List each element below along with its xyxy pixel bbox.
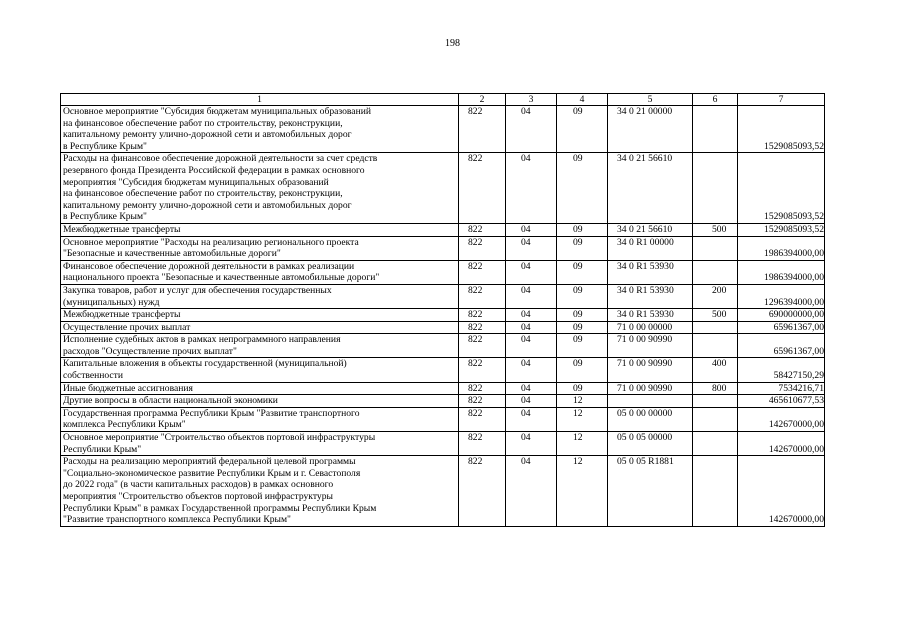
subsection-cell: 12: [557, 432, 608, 456]
table-body: [61, 94, 825, 527]
target-article-cell: 05 0 05 R1881: [608, 456, 693, 527]
section-cell: 04: [506, 106, 557, 153]
item-name-cell: [61, 106, 459, 153]
expense-type-cell: [693, 395, 738, 408]
grbs-cell: 822: [459, 432, 506, 456]
target-article-cell: 34 0 R1 53930: [608, 284, 693, 308]
subsection-cell: 09: [557, 358, 608, 382]
expense-type-cell: [693, 236, 738, 260]
amount-cell: 65961367,00: [738, 334, 825, 358]
subsection-cell: 09: [557, 382, 608, 395]
item-name-line: мероприятия "Субсидия бюджетам муниципальных образований: [63, 176, 329, 188]
section-cell: 04: [506, 395, 557, 408]
item-name-line: "Развитие транспортного комплекса Республики Крым": [63, 514, 291, 526]
amount-cell: 1529085093,52: [738, 153, 825, 224]
amount-cell: 1529085093,52: [738, 223, 825, 236]
table-row: [61, 153, 825, 224]
amount-cell: 142670000,00: [738, 456, 825, 527]
grbs-cell: 822: [459, 236, 506, 260]
expense-type-cell: [693, 153, 738, 224]
item-name-line: комплекса Республики Крым": [63, 419, 186, 431]
expense-type-cell: 500: [693, 223, 738, 236]
section-cell: 04: [506, 334, 557, 358]
item-name-line: в Республике Крым": [63, 140, 147, 152]
table-row: [61, 106, 825, 153]
section-cell: 04: [506, 284, 557, 308]
table-row: [61, 334, 825, 358]
item-name-line: Межбюджетные трансферты: [63, 309, 181, 321]
item-name-line: Иные бюджетные ассигнования: [63, 382, 193, 394]
target-article-cell: 71 0 00 90990: [608, 334, 693, 358]
item-name-cell: [61, 309, 459, 322]
grbs-cell: 822: [459, 382, 506, 395]
item-name-line: Осуществление прочих выплат: [63, 321, 191, 333]
item-name-line: Финансовое обеспечение дорожной деятельности в рамках реализации: [63, 260, 355, 272]
target-article-cell: 71 0 00 90990: [608, 358, 693, 382]
budget-table: [60, 93, 825, 527]
grbs-cell: 822: [459, 456, 506, 527]
table-row: [61, 382, 825, 395]
grbs-cell: 822: [459, 334, 506, 358]
expense-type-cell: [693, 407, 738, 431]
item-name-cell: [61, 260, 459, 284]
target-article-cell: 34 0 21 00000: [608, 106, 693, 153]
target-article-cell: 05 0 05 00000: [608, 432, 693, 456]
target-article-cell: 34 0 21 56610: [608, 153, 693, 224]
item-name-line: Исполнение судебных актов в рамках непрограммного направления: [63, 334, 341, 346]
section-cell: 04: [506, 407, 557, 431]
table-row: [61, 309, 825, 322]
section-cell: 04: [506, 260, 557, 284]
table-row: [61, 407, 825, 431]
table-row: [61, 395, 825, 408]
amount-cell: 1986394000,00: [738, 236, 825, 260]
table-row: [61, 236, 825, 260]
item-name-cell: [61, 321, 459, 334]
header-cell-6: 6: [693, 94, 738, 106]
section-cell: 04: [506, 358, 557, 382]
amount-cell: 142670000,00: [738, 407, 825, 431]
item-name-line: Республики Крым": [63, 443, 142, 455]
item-name-cell: [61, 407, 459, 431]
item-name-line: Основное мероприятие "Расходы на реализацию регионального проекта: [63, 236, 359, 248]
item-name-line: Расходы на реализацию мероприятий федеральной целевой программы: [63, 456, 356, 468]
item-name-line: Закупка товаров, работ и услуг для обеспечения государственных: [63, 284, 332, 296]
grbs-cell: 822: [459, 260, 506, 284]
item-name-line: "Безопасные и качественные автомобильные дороги": [63, 248, 281, 260]
item-name-line: в Республике Крым": [63, 211, 147, 223]
item-name-line: Капитальные вложения в объекты государственной (муниципальной): [63, 358, 347, 370]
table-header-row: [61, 94, 825, 106]
item-name-cell: [61, 284, 459, 308]
item-name-line: на финансовое обеспечение работ по строительству, реконструкции,: [63, 188, 343, 200]
expense-type-cell: [693, 106, 738, 153]
table-row: [61, 223, 825, 236]
target-article-cell: 34 0 R1 53930: [608, 260, 693, 284]
header-cell-7: 7: [738, 94, 825, 106]
subsection-cell: 09: [557, 260, 608, 284]
table-row: [61, 284, 825, 308]
grbs-cell: 822: [459, 153, 506, 224]
item-name-line: Расходы на финансовое обеспечение дорожной деятельности за счет средств: [63, 153, 378, 165]
item-name-cell: [61, 223, 459, 236]
section-cell: 04: [506, 456, 557, 527]
section-cell: 04: [506, 382, 557, 395]
header-cell-2: 2: [459, 94, 506, 106]
target-article-cell: 71 0 00 90990: [608, 382, 693, 395]
item-name-line: Республики Крым" в рамках Государственной программы Республики Крым: [63, 502, 377, 514]
amount-cell: 1296394000,00: [738, 284, 825, 308]
item-name-line: до 2022 года" (в части капитальных расходов) в рамках основного: [63, 479, 334, 491]
subsection-cell: 09: [557, 334, 608, 358]
header-cell-3: 3: [506, 94, 557, 106]
item-name-line: национального проекта "Безопасные и качественные автомобильные дороги": [63, 272, 380, 284]
item-name-line: (муниципальных) нужд: [63, 296, 160, 308]
item-name-line: собственности: [63, 370, 124, 382]
subsection-cell: 09: [557, 106, 608, 153]
amount-cell: 58427150,29: [738, 358, 825, 382]
subsection-cell: 09: [557, 309, 608, 322]
header-cell-5: 5: [608, 94, 693, 106]
item-name-line: "Социально-экономическое развитие Республики Крым и г. Севастополя: [63, 467, 361, 479]
header-cell-1: 1: [61, 94, 459, 106]
amount-cell: 465610677,53: [738, 395, 825, 408]
amount-cell: 7534216,71: [738, 382, 825, 395]
expense-type-cell: [693, 432, 738, 456]
section-cell: 04: [506, 432, 557, 456]
item-name-line: Государственная программа Республики Крым "Развитие транспортного: [63, 407, 360, 419]
header-cell-4: 4: [557, 94, 608, 106]
item-name-cell: [61, 236, 459, 260]
grbs-cell: 822: [459, 358, 506, 382]
target-article-cell: 34 0 21 56610: [608, 223, 693, 236]
expense-type-cell: 800: [693, 382, 738, 395]
amount-cell: 65961367,00: [738, 321, 825, 334]
expense-type-cell: [693, 334, 738, 358]
table-row: [61, 358, 825, 382]
target-article-cell: 34 0 R1 53930: [608, 309, 693, 322]
item-name-cell: [61, 456, 459, 527]
item-name-line: Межбюджетные трансферты: [63, 223, 181, 235]
grbs-cell: 822: [459, 223, 506, 236]
item-name-cell: [61, 153, 459, 224]
subsection-cell: 12: [557, 456, 608, 527]
subsection-cell: 12: [557, 395, 608, 408]
grbs-cell: 822: [459, 106, 506, 153]
table-row: [61, 260, 825, 284]
item-name-cell: [61, 432, 459, 456]
expense-type-cell: 200: [693, 284, 738, 308]
expense-type-cell: [693, 321, 738, 334]
expense-type-cell: 500: [693, 309, 738, 322]
expense-type-cell: [693, 260, 738, 284]
amount-cell: 142670000,00: [738, 432, 825, 456]
subsection-cell: 12: [557, 407, 608, 431]
expense-type-cell: [693, 456, 738, 527]
grbs-cell: 822: [459, 284, 506, 308]
amount-cell: 690000000,00: [738, 309, 825, 322]
item-name-cell: [61, 334, 459, 358]
subsection-cell: 09: [557, 223, 608, 236]
target-article-cell: 71 0 00 00000: [608, 321, 693, 334]
subsection-cell: 09: [557, 284, 608, 308]
item-name-line: резервного фонда Президента Российской федерации в рамках основного: [63, 164, 365, 176]
page-number: 198: [445, 38, 460, 49]
item-name-line: на финансовое обеспечение работ по строительству, реконструкции,: [63, 117, 343, 129]
section-cell: 04: [506, 236, 557, 260]
grbs-cell: 822: [459, 407, 506, 431]
table-row: [61, 432, 825, 456]
subsection-cell: 09: [557, 321, 608, 334]
subsection-cell: 09: [557, 236, 608, 260]
target-article-cell: 05 0 00 00000: [608, 407, 693, 431]
item-name-line: Основное мероприятие "Строительство объектов портовой инфраструктуры: [63, 432, 376, 444]
subsection-cell: 09: [557, 153, 608, 224]
grbs-cell: 822: [459, 321, 506, 334]
item-name-cell: [61, 395, 459, 408]
item-name-line: мероприятия "Строительство объектов портовой инфраструктуры: [63, 491, 333, 502]
expense-type-cell: 400: [693, 358, 738, 382]
amount-cell: 1986394000,00: [738, 260, 825, 284]
target-article-cell: [608, 395, 693, 408]
target-article-cell: 34 0 R1 00000: [608, 236, 693, 260]
item-name-line: расходов "Осуществление прочих выплат": [63, 345, 237, 357]
grbs-cell: 822: [459, 395, 506, 408]
item-name-line: Другие вопросы в области национальной экономики: [63, 395, 278, 407]
amount-cell: 1529085093,52: [738, 106, 825, 153]
item-name-line: капитальному ремонту улично-дорожной сети и автомобильных дорог: [63, 199, 352, 211]
item-name-line: Основное мероприятие "Субсидия бюджетам муниципальных образований: [63, 106, 371, 117]
section-cell: 04: [506, 309, 557, 322]
item-name-line: капитальному ремонту улично-дорожной сети и автомобильных дорог: [63, 129, 352, 141]
section-cell: 04: [506, 223, 557, 236]
table-row: [61, 456, 825, 527]
section-cell: 04: [506, 153, 557, 224]
grbs-cell: 822: [459, 309, 506, 322]
table-row: [61, 321, 825, 334]
item-name-cell: [61, 382, 459, 395]
section-cell: 04: [506, 321, 557, 334]
item-name-cell: [61, 358, 459, 382]
